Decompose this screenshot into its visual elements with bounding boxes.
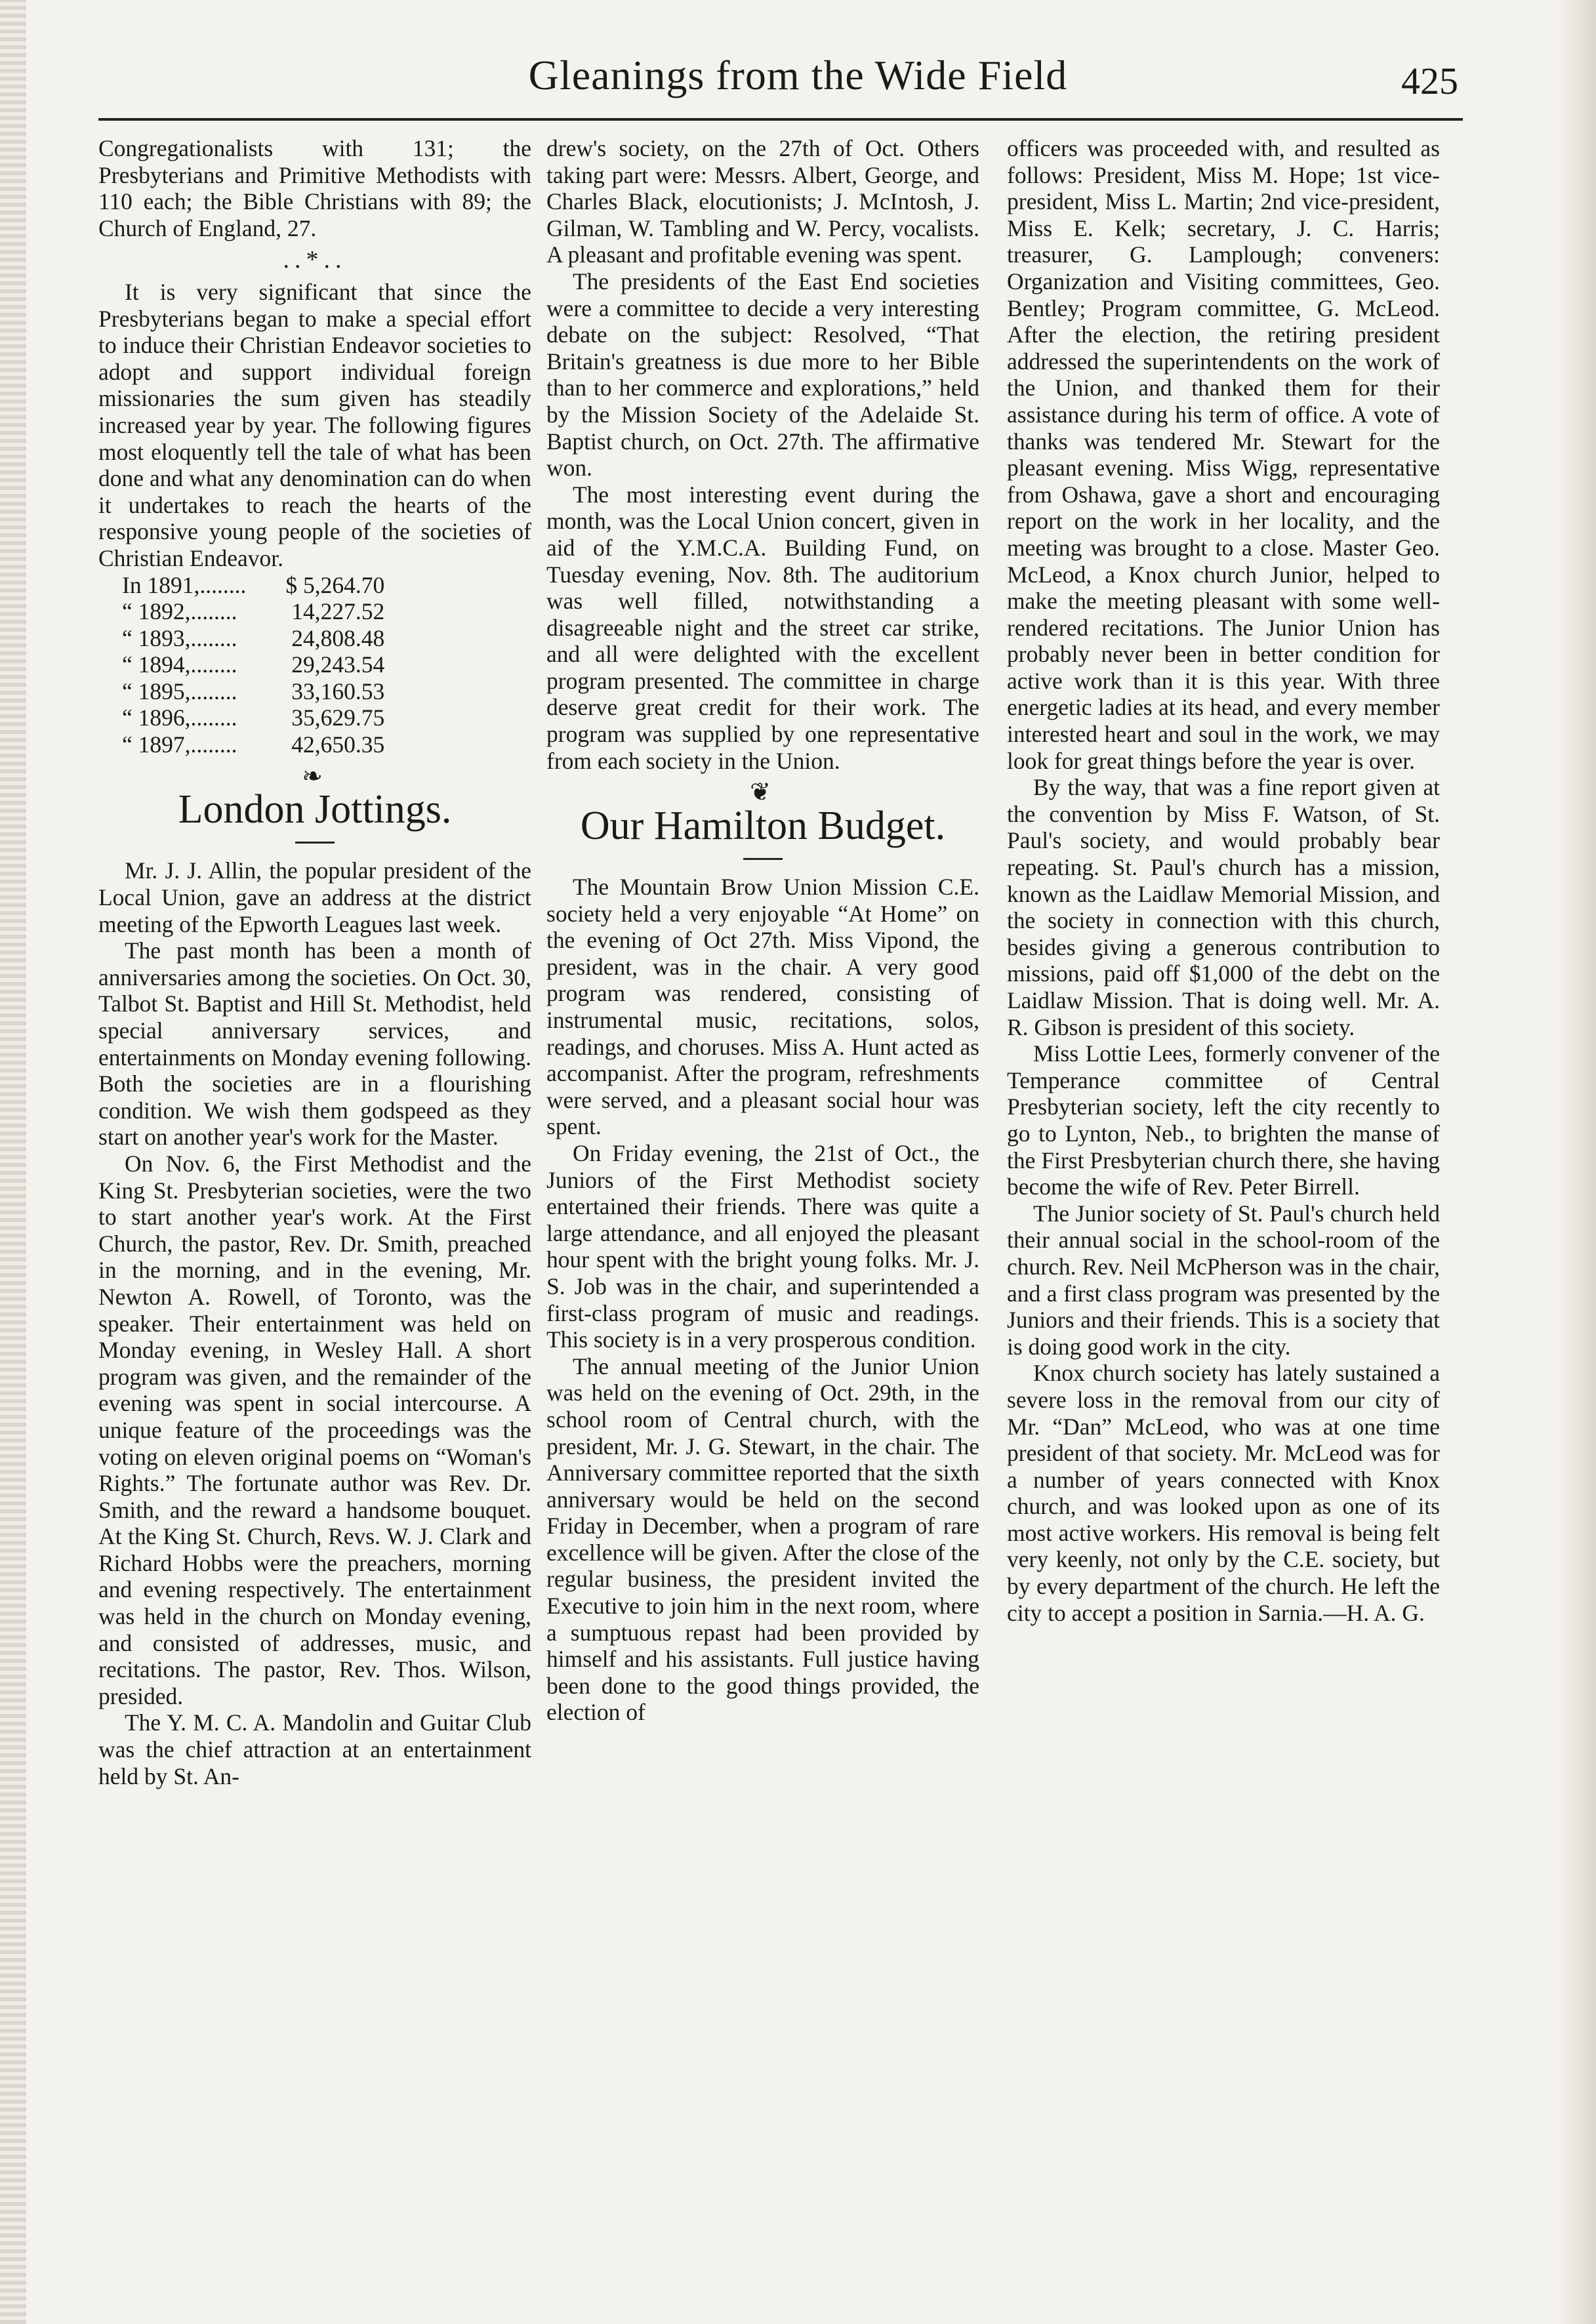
amount-cell: 33,160.53 <box>291 678 385 704</box>
paragraph: By the way, that was a fine report given at the convention by Miss F. Watson, of St. Paul's society, and would probably bear repeating. St. Paul's church has a mission, known as the Laidlaw Memorial Mission, and the society in connection with this church, besides giving a generous contribution to missions, paid off $1,000 of the debt on the Laidlaw Mission. That is doing well. Mr. A. R. Gibson is president of this society. <box>1007 774 1440 1040</box>
paragraph: Mr. J. J. Allin, the popular president of the Local Union, gave an address at the district meeting of the Epworth Leagues last week. <box>98 857 531 937</box>
amount-cell: 35,629.75 <box>291 704 385 731</box>
column-1 <box>98 135 531 1789</box>
year-cell: “ 1893,........ <box>122 624 237 651</box>
page-header <box>0 0 1596 118</box>
paragraph: The Y. M. C. A. Mandolin and Guitar Club was the chief attraction at an entertainment held by St. An- <box>98 1709 531 1789</box>
table-row <box>122 731 384 758</box>
amount-cell: 24,808.48 <box>291 624 385 651</box>
paragraph: drew's society, on the 27th of Oct. Others taking part were: Messrs. Albert, George, and Charles Black, elocutionists; J. McIntosh, J. Gilman, W. Tambling and W. Percy, vocalists. A pleasant and profitable evening was spent. <box>546 135 979 268</box>
section-title-hamilton-budget: Our Hamilton Budget. <box>580 803 946 848</box>
section-title-london-jottings: London Jottings. <box>178 787 452 832</box>
year-cell: “ 1895,........ <box>122 678 237 704</box>
page-number: 425 <box>1401 60 1458 102</box>
fleuron-ornament-icon: ❦ <box>750 779 776 807</box>
amount-cell: 42,650.35 <box>291 731 385 758</box>
table-row <box>122 598 384 625</box>
year-cell: In 1891,........ <box>122 571 247 598</box>
fleuron-ornament-icon: ❧ <box>302 762 328 790</box>
paragraph: The most interesting event during the month, was the Local Union concert, given in aid of the Y.M.C.A. Building Fund, on Tuesday evening, Nov. 8th. The auditorium was well filled, notwithstanding a disagreeable night and the street car strike, and all were delighted with the excellent program presented. The committee in charge deserve great credit for their work. The program was supplied by one representative from each society in the Union. <box>546 481 979 774</box>
amount-cell: $ 5,264.70 <box>285 571 385 598</box>
page-right-edge <box>1557 0 1596 2324</box>
year-cell: “ 1897,........ <box>122 731 237 758</box>
paragraph: The Mountain Brow Union Mission C.E. society held a very enjoyable “At Home” on the evening of Oct 27th. Miss Vipond, the president, was in the chair. A very good program was rendered, consisting of instrumental music, recitations, solos, readings, and choruses. Miss A. Hunt acted as accompanist. After the program, refreshments were served, and a pleasant social hour was spent. <box>546 874 979 1140</box>
year-cell: “ 1896,........ <box>122 704 237 731</box>
paragraph: On Friday evening, the 21st of Oct., the Juniors of the First Methodist society entertained their friends. There was quite a large attendance, and all enjoyed the pleasant hour spent with the bright young folks. Mr. J. S. Job was in the chair, and superintended a first-class program of music and readings. This society is in a very prosperous condition. <box>546 1139 979 1353</box>
paragraph: It is very significant that since the Presbyterians began to make a special effort to induce their Christian Endeavor societies to adopt and support individual foreign missionaries the sum given has steadily increased year by year. The following figures most eloquently tell the tale of what has been done and what any denomination can do when it undertakes to reach the hearts of the responsive young people of the societies of Christian Endeavor. <box>98 278 531 571</box>
column-2 <box>546 135 979 1726</box>
year-cell: “ 1892,........ <box>122 598 237 625</box>
page-binding-edge <box>0 0 26 2324</box>
paragraph: Knox church society has lately sustained a severe loss in the removal from our city of Mr. “Dan” McLeod, who was at one time president of that society. Mr. McLeod was for a number of years connected with Knox church, and was looked upon as one of its most active workers. His removal is being felt very keenly, not only by the C.E. society, but by every department of the church. He left the city to accept a position in Sarnia.—H. A. G. <box>1007 1360 1440 1626</box>
amount-cell: 14,227.52 <box>291 598 385 625</box>
amount-cell: 29,243.54 <box>291 651 385 678</box>
table-row <box>122 651 384 678</box>
ornament: ..*.. <box>283 246 347 274</box>
table-row <box>122 704 384 731</box>
paragraph: The past month has been a month of anniversaries among the societies. On Oct. 30, Talbot St. Baptist and Hill St. Methodist, held special anniversary services, and entertainments on Monday evening following. Both the societies are in a flourishing condition. We wish them godspeed as they start on another year's work for the Master. <box>98 937 531 1151</box>
table-row <box>122 572 384 599</box>
paragraph: The Junior society of St. Paul's church held their annual social in the school-room of the church. Rev. Neil McPherson was in the chair, and a first class program was presented by the Juniors and their friends. This is a society that is doing good work in the city. <box>1007 1200 1440 1360</box>
table-row <box>122 678 384 705</box>
column-3 <box>1007 135 1440 1626</box>
paragraph: On Nov. 6, the First Methodist and the King St. Presbyterian societies, were the two to start another year's work. At the First Church, the pastor, Rev. Dr. Smith, preached in the morning, and in the evening, Mr. Newton A. Rowell, of Toronto, was the speaker. Their entertainment was held on Monday evening, in Wesley Hall. A short program was given, and the remainder of the evening was spent in social intercourse. A unique feature of the proceedings was the voting on eleven original poems on “Woman's Rights.” The fortunate author was Rev. Dr. Smith, and the reward a handsome bouquet. At the King St. Church, Revs. W. J. Clark and Richard Hobbs were the preachers, morning and evening respectively. The entertainment was held in the church on Monday evening, and consisted of addresses, music, and recitations. The pastor, Rev. Thos. Wilson, presided. <box>98 1150 531 1709</box>
year-cell: “ 1894,........ <box>122 651 237 678</box>
paragraph: Miss Lottie Lees, formerly convener of the Temperance committee of Central Presbyterian society, left the city recently to go to Lynton, Neb., to brighten the manse of the First Presbyterian church there, she having become the wife of Rev. Peter Birrell. <box>1007 1040 1440 1200</box>
contribution-figures-table <box>122 572 384 758</box>
table-row <box>122 625 384 652</box>
paragraph: The annual meeting of the Junior Union was held on the evening of Oct. 29th, in the school room of Central church, with the president, Mr. J. G. Stewart, in the chair. The Anniversary committee reported that the sixth anniversary would be held on the second Friday in December, when a program of rare excellence will be given. After the close of the regular business, the president invited the Executive to join him in the next room, where a sumptuous repast had been provided by himself and his assistants. Full justice having been done to the good things provided, the election of <box>546 1353 979 1726</box>
paragraph: officers was proceeded with, and resulted as follows: President, Miss M. Hope; 1st vice-president, Miss L. Martin; 2nd vice-president, Miss E. Kelk; secretary, J. C. Harris; treasurer, G. Lamplough; conveners: Organization and Visiting committees, Geo. Bentley; Program committee, G. McLeod. After the election, the retiring president addressed the superintendents on the work of the Union, and thanked them for their assistance during his term of office. A vote of thanks was tendered Mr. Stewart for the pleasant evening. Miss Wigg, representative from Oshawa, gave a short and encouraging report on the work in her locality, and the meeting was brought to a close. Master Geo. McLeod, a Knox church Junior, helped to make the meeting pleasant with some well-rendered recitations. The Junior Union has probably never been in better condition for active work than it is this year. With three energetic ladies at its head, and every member interested heart and soul in the work, we may look for great things before the year is over. <box>1007 135 1440 774</box>
paragraph: Congregationalists with 131; the Presbyterians and Primitive Methodists with 110 each; the Bible Christians with 89; the Church of England, 27. <box>98 135 531 241</box>
paragraph: The presidents of the East End societies were a committee to decide a very interesting debate on the subject: Resolved, “That Britain's greatness is due more to her Bible than to her commerce and explorations,” held by the Mission Society of the Adelaide St. Baptist church, on Oct. 27th. The affirmative won. <box>546 268 979 481</box>
header-rule <box>98 118 1463 121</box>
running-title: Gleanings from the Wide Field <box>528 52 1068 98</box>
title-dash <box>98 827 531 854</box>
